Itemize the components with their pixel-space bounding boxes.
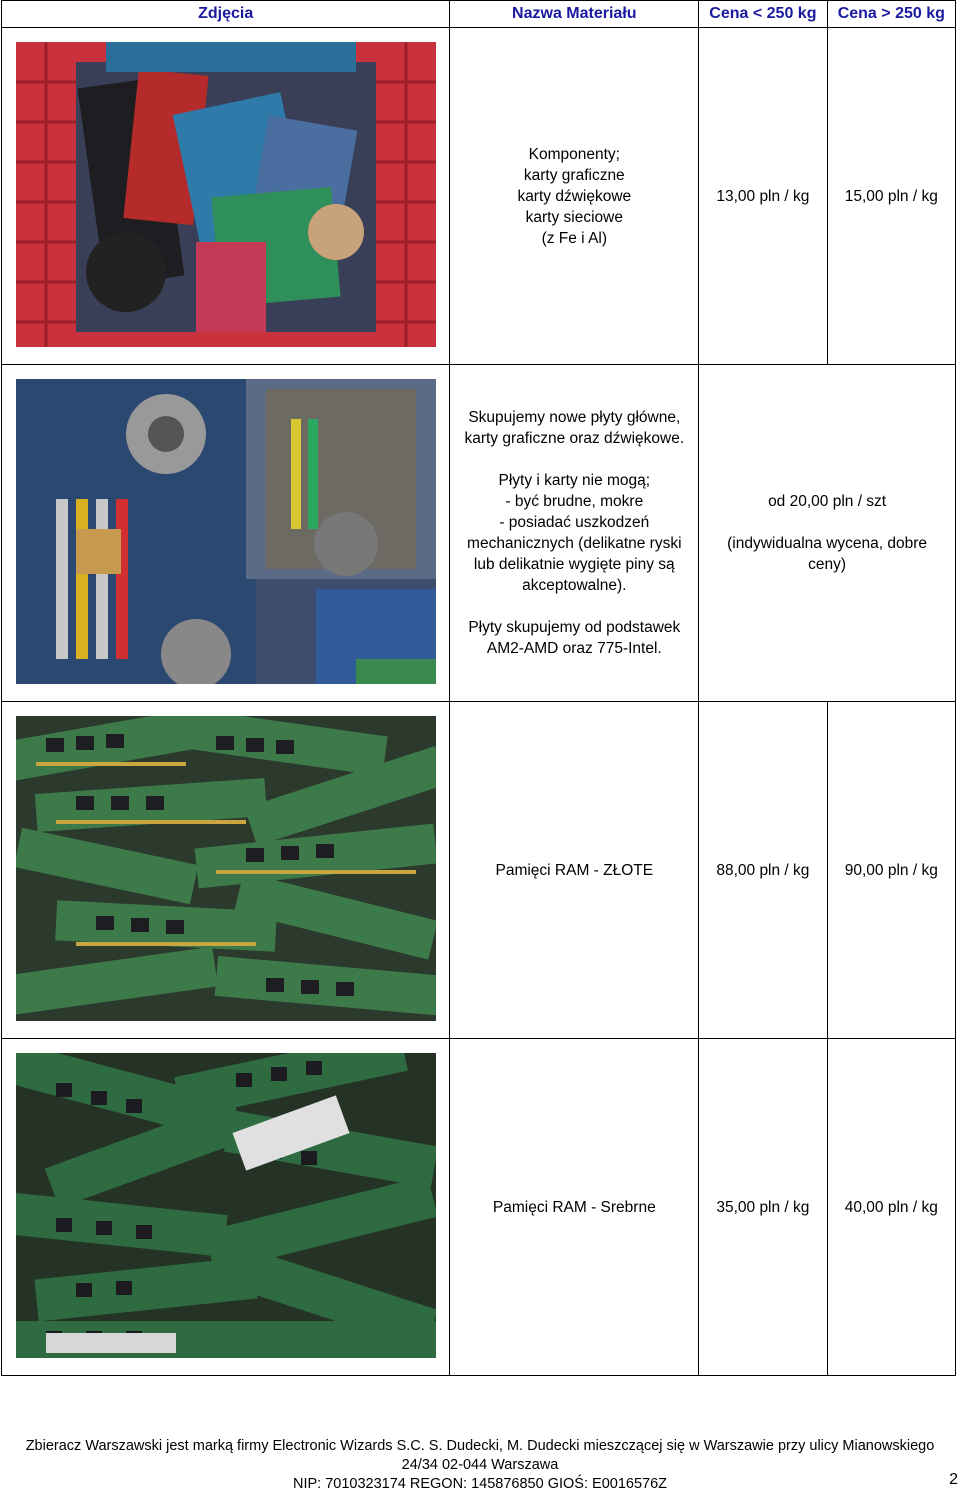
price-under-250: 88,00 pln / kg — [716, 861, 810, 879]
price-over-250: 40,00 pln / kg — [844, 1198, 938, 1216]
motherboards-photo — [16, 379, 436, 684]
photo-cell — [2, 28, 450, 365]
footer-address: 24/34 02-044 Warszawa — [401, 1457, 559, 1473]
header-material-name: Nazwa Materiału — [450, 1, 699, 28]
material-name-cell — [450, 28, 699, 365]
price-under-250-cell — [699, 28, 827, 365]
header-price-over-250: Cena > 250 kg — [827, 1, 955, 28]
page-number: 2 — [949, 1471, 958, 1488]
material-name-cell — [450, 1039, 699, 1376]
price-over-250-cell — [827, 1039, 955, 1376]
material-name-cell — [450, 365, 699, 702]
photo-cell — [2, 702, 450, 1039]
table-row — [2, 365, 956, 702]
material-name: Pamięci RAM - Srebrne — [492, 1198, 656, 1216]
header-price-under-250: Cena < 250 kg — [699, 1, 827, 28]
price-over-250-cell — [827, 702, 955, 1039]
material-name-intro: Skupujemy nowe płyty główne, karty graficzne oraz dźwiękowe. — [464, 409, 685, 447]
silver-ram-modules-photo — [16, 1053, 436, 1358]
material-name-sockets: Płyty skupujemy od podstawek AM2-AMD oraz 775-Intel. — [468, 619, 681, 657]
price-under-250-cell — [699, 702, 827, 1039]
price-over-250: 15,00 pln / kg — [844, 187, 938, 205]
price-per-piece: od 20,00 pln / szt — [768, 493, 887, 510]
photo-cell — [2, 365, 450, 702]
table-row — [2, 702, 956, 1039]
price-under-250-cell — [699, 1039, 827, 1376]
price-note: (indywidualna wycena, dobre ceny) — [727, 535, 928, 573]
header-photos: Zdjęcia — [2, 1, 450, 28]
material-name: Komponenty; karty graficzne karty dźwiękowe karty sieciowe (z Fe i Al) — [517, 145, 632, 247]
price-over-250: 90,00 pln / kg — [844, 861, 938, 879]
table-row — [2, 1039, 956, 1376]
footer-company-info: Zbieracz Warszawski jest marką firmy Electronic Wizards S.C. S. Dudecki, M. Dudecki mieszczącej się w Warszawie przy ulicy Mianowskiego — [25, 1438, 935, 1454]
material-name-conditions: Płyty i karty nie mogą; - być brudne, mokre - posiadać uszkodzeń mechanicznych (delikatne ryski lub delikatnie wygięte piny są akceptowalne). — [467, 472, 682, 594]
gold-ram-modules-photo — [16, 716, 436, 1021]
table-header-row — [2, 1, 956, 28]
price-under-250: 35,00 pln / kg — [716, 1198, 810, 1216]
material-name: Pamięci RAM - ZŁOTE — [495, 861, 654, 879]
price-combined-cell — [699, 365, 956, 702]
price-table — [1, 0, 956, 1376]
graphics-cards-crate-photo — [16, 42, 436, 347]
footer-registration-numbers: NIP: 7010323174 REGON: 145876850 GIOŚ: E0016576Z — [292, 1476, 668, 1492]
material-name-cell — [450, 702, 699, 1039]
price-under-250: 13,00 pln / kg — [716, 187, 810, 205]
photo-cell — [2, 1039, 450, 1376]
table-row — [2, 28, 956, 365]
price-over-250-cell — [827, 28, 955, 365]
